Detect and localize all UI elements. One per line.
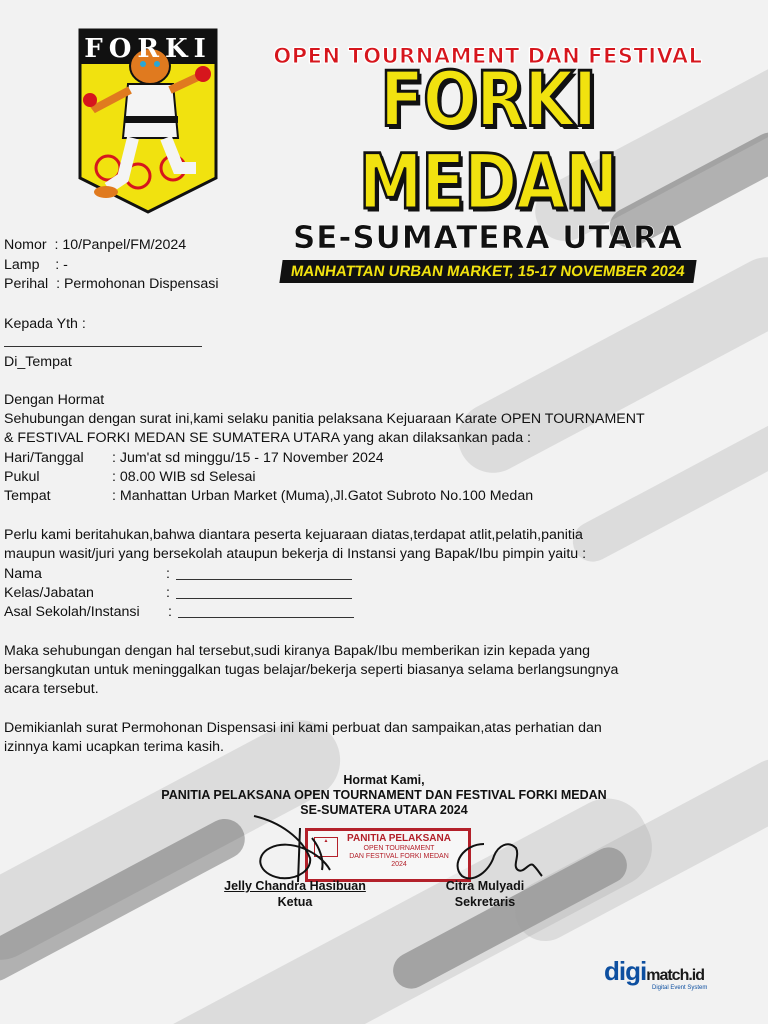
org-line-2: SE-SUMATERA UTARA 2024	[300, 803, 468, 817]
para3-line-2: bersangkutan untuk meninggalkan tugas belajar/bekerja seperti biasanya selama berlangsungnya	[4, 662, 619, 678]
header-venue-date: MANHATTAN URBAN MARKET, 15-17 NOVEMBER 2024	[280, 260, 697, 283]
hari-row: Hari/Tanggal : Jum'at sd minggu/15 - 17 November 2024	[4, 450, 384, 466]
header-line1: OPEN TOURNAMENT DAN FESTIVAL	[273, 44, 703, 68]
closing: Hormat Kami,	[343, 773, 425, 787]
di-tempat: Di_Tempat	[4, 354, 72, 370]
pukul-row: Pukul : 08.00 WIB sd Selesai	[4, 469, 256, 485]
tempat-row: Tempat : Manhattan Urban Market (Muma),Jl.Gatot Subroto No.100 Medan	[4, 488, 534, 504]
para3-line-3: acara tersebut.	[4, 681, 99, 697]
ketua-signature	[240, 808, 350, 886]
para3-line-1: Maka sehubungan dengan hal tersebut,sudi kiranya Bapak/Ibu memberikan izin kepada yang	[4, 643, 591, 659]
sekretaris-title: Sekretaris	[454, 895, 516, 909]
kelas-blank	[176, 598, 352, 599]
sekretaris-signature	[444, 826, 544, 886]
salutation: Dengan Hormat	[4, 392, 105, 408]
header-title: FORKI MEDAN	[358, 57, 618, 227]
digimatch-logo: digimatch.id Digital Event System	[604, 956, 708, 991]
para4-line-1: Demikianlah surat Permohonan Dispensasi ini kami perbuat dan sampaikan,atas perhatian dan	[4, 720, 602, 736]
asal-blank	[178, 617, 354, 618]
recipient-blank	[4, 346, 202, 347]
intro-line-1: Sehubungan dengan surat ini,kami selaku panitia pelaksana Kejuaraan Karate OPEN TOURNAMENT	[4, 411, 645, 427]
header-region: SE-SUMATERA UTARA	[292, 220, 684, 256]
para2-line-2: maupun wasit/juri yang bersekolah ataupun bekerja di Instansi yang Bapak/Ibu pimpin yaitu :	[4, 546, 587, 562]
kepada-label: Kepada Yth :	[4, 316, 86, 332]
intro-line-2: & FESTIVAL FORKI MEDAN SE SUMATERA UTARA yang akan dilaksankan pada :	[4, 430, 531, 446]
event-header	[268, 44, 708, 283]
kelas-row: Kelas/Jabatan :	[4, 585, 170, 601]
org-line-1: PANITIA PELAKSANA OPEN TOURNAMENT DAN FESTIVAL FORKI MEDAN	[161, 788, 607, 802]
nama-blank	[176, 579, 352, 580]
nama-row: Nama :	[4, 566, 170, 582]
digimatch-tagline: Digital Event System	[652, 985, 708, 991]
lamp-row: Lamp : -	[4, 257, 68, 273]
nomor-row: Nomor : 10/Panpel/FM/2024	[4, 237, 187, 253]
para4-line-2: izinnya kami ucapkan terima kasih.	[4, 739, 225, 755]
ketua-title: Ketua	[277, 895, 313, 909]
para2-line-1: Perlu kami beritahukan,bahwa diantara peserta kejuaraan diatas,terdapat atlit,pelatih,panitia	[4, 527, 583, 543]
logo-text: FORKI	[84, 34, 212, 64]
sekretaris-name: Citra Mulyadi	[445, 879, 525, 893]
stamp-emblem: ▲	[314, 837, 338, 857]
perihal-row: Perihal : Permohonan Dispensasi	[4, 276, 219, 292]
committee-stamp: ▲ PANITIA PELAKSANA OPEN TOURNAMENT DAN FESTIVAL FORKI MEDAN 2024	[305, 828, 471, 882]
ketua-name: Jelly Chandra Hasibuan	[224, 879, 366, 893]
asal-row: Asal Sekolah/Instansi :	[4, 604, 172, 620]
